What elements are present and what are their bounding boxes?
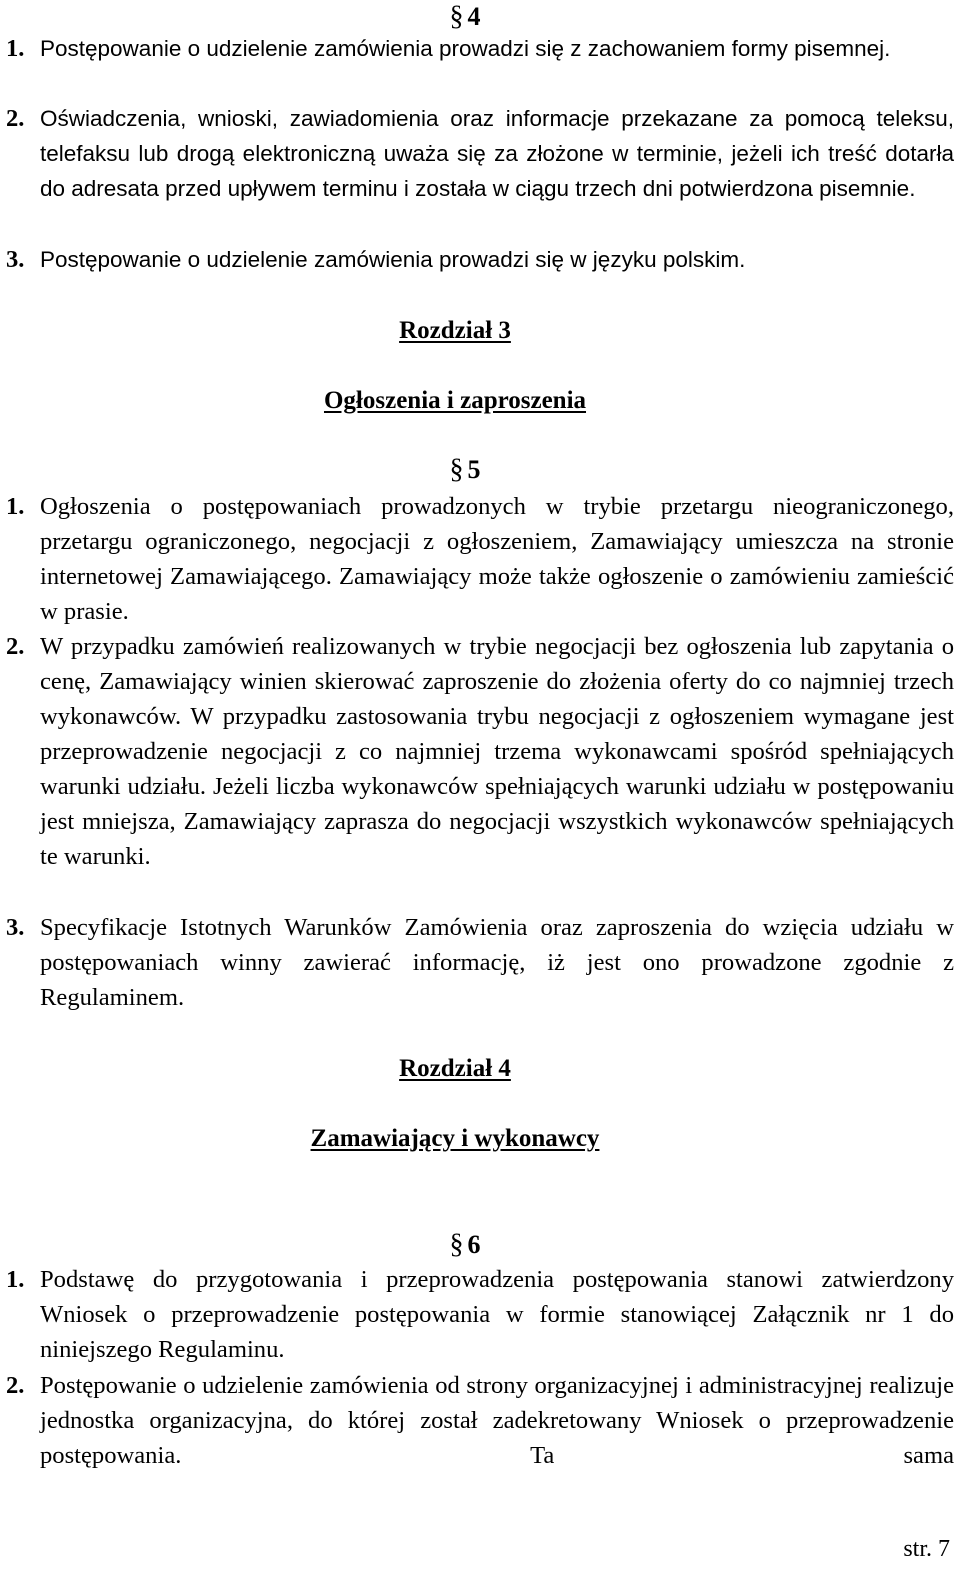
section-sign-icon: § [449,454,464,485]
item-number: 3. [6,246,25,273]
list-item [6,489,954,629]
item-text: Podstawę do przygotowania i przeprowadzenia postępowania stanowi zatwierdzony Wniosek o przeprowadzenie postępowania w formie stanowiącej Załącznik nr 1 do niniejszego Regulaminu. [40,1266,954,1363]
paragraph-number: 6 [467,1230,481,1259]
paragraph-number: 5 [467,455,481,484]
chapter-title: Ogłoszenia i zaproszenia [323,387,587,414]
item-number: 1. [6,35,25,62]
paragraph-heading-5 [0,455,930,485]
item-text: W przypadku zamówień realizowanych w trybie negocjacji bez ogłoszenia lub zapytania o cenę, Zamawiający winien skierować zaproszenie do złożenia oferty do co najmniej trzech wykonawców. W przypadku zastosowania trybu negocjacji z ogłoszeniem wymagane jest przeprowadzenie negocjacji z co najmniej trzema wykonawcami spośród spełniających warunki udziału. Jeżeli liczba wykonawców spełniających warunki udziału w postępowaniu jest mniejsza, Zamawiający zaprasza do negocjacji wszystkich wykonawców spełniających te warunki. [40,633,954,870]
list-item [6,1262,954,1367]
list-item [6,910,954,1015]
list-item [6,101,954,206]
list-item [6,1368,954,1473]
chapter-title: Zamawiający i wykonawcy [310,1125,600,1152]
list-item [6,242,954,277]
item-text: Postępowanie o udzielenie zamówienia od strony organizacyjnej i administracyjnej realizuje jednostka organizacyjna, do której został zadekretowany Wniosek o przeprowadzenie postępowania. Ta sama [40,1372,954,1469]
item-number: 2. [6,105,25,132]
paragraph-heading-4 [0,2,930,32]
item-number: 2. [6,633,25,660]
list-item [6,31,954,66]
section-sign-icon: § [449,1,464,32]
item-text: Specyfikacje Istotnych Warunków Zamówienia oraz zaproszenia do wzięcia udziału w postępowaniach winny zawierać informację, iż jest ono prowadzone zgodnie z Regulaminem. [40,914,954,1011]
item-text: Postępowanie o udzielenie zamówienia prowadzi się w języku polskim. [40,247,746,272]
item-text: Ogłoszenia o postępowaniach prowadzonych w trybie przetargu nieograniczonego, przetargu ograniczonego, negocjacji z ogłoszeniem, Zamawiający umieszcza na stronie internetowej Zamawiającego. Zamawiający może także ogłoszenie o zamówieniu zamieścić w prasie. [40,493,954,625]
paragraph-number: 4 [467,2,481,31]
paragraph-heading-6 [0,1230,930,1260]
item-number: 2. [6,1372,25,1399]
item-number: 3. [6,914,25,941]
item-number: 1. [6,1266,25,1293]
section-sign-icon: § [449,1229,464,1260]
list-item [6,629,954,874]
item-text: Oświadczenia, wnioski, zawiadomienia oraz informacje przekazane za pomocą teleksu, telefaksu lub drogą elektroniczną uważa się za złożone w terminie, jeżeli ich treść dotarła do adresata przed upływem terminu i została w ciągu trzech dni potwierdzona pisemnie. [40,106,954,201]
page-number: str. 7 [903,1536,950,1562]
chapter-heading: Rozdział 3 [399,317,511,344]
chapter-heading: Rozdział 4 [399,1055,511,1082]
item-text: Postępowanie o udzielenie zamówienia prowadzi się z zachowaniem formy pisemnej. [40,36,891,61]
item-number: 1. [6,493,25,520]
